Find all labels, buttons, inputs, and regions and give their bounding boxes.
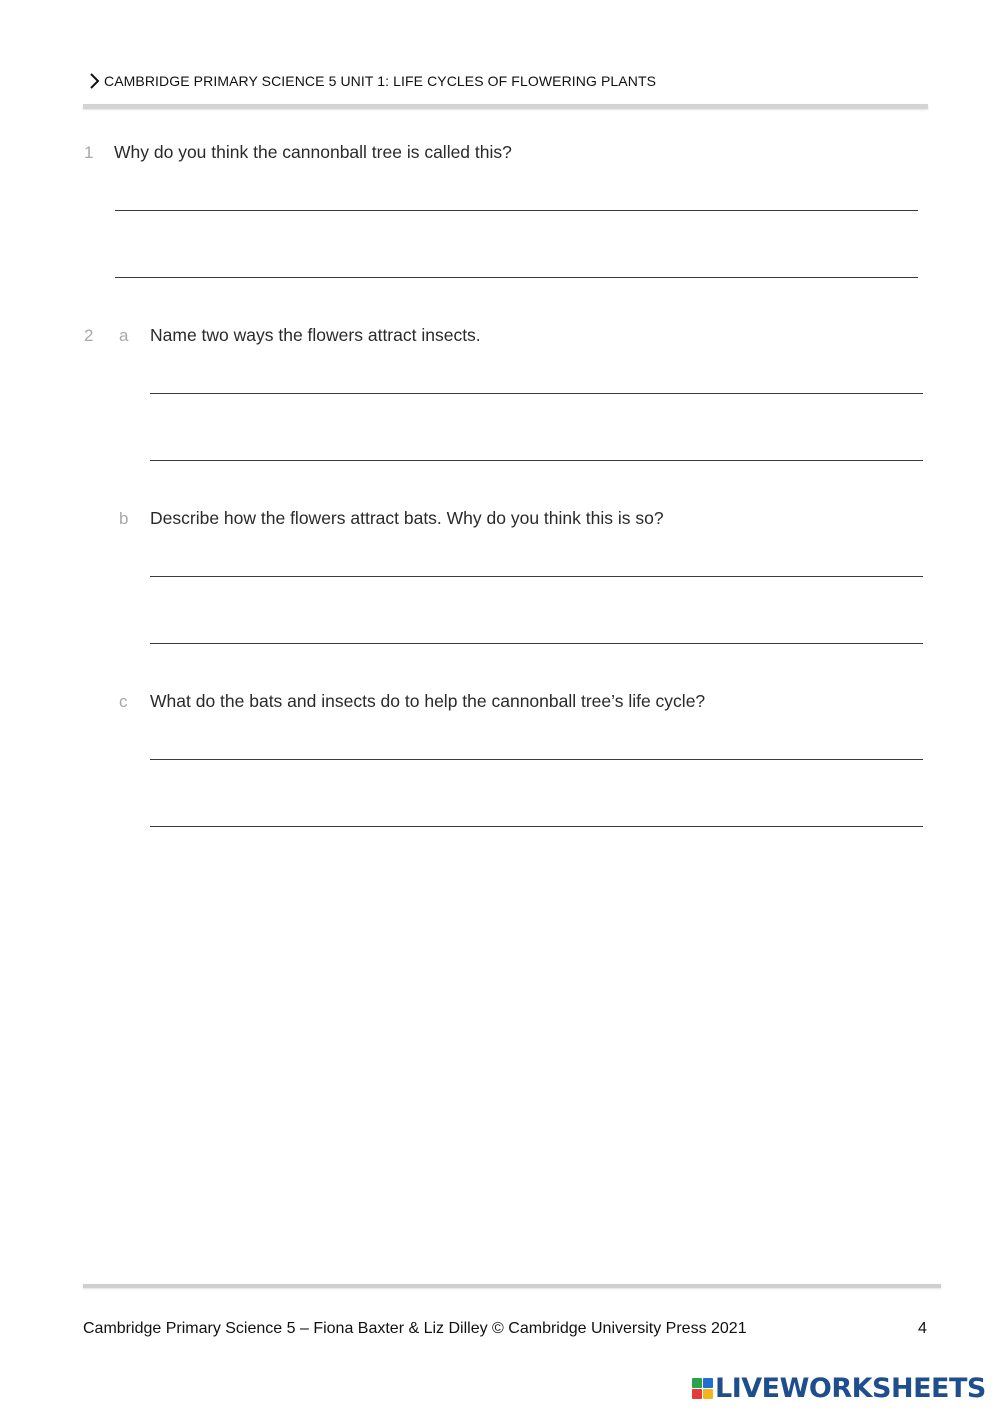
- question-2a-text: Name two ways the flowers attract insects.: [150, 325, 481, 345]
- liveworksheets-brand: [692, 1373, 986, 1404]
- answer-line-2c-1[interactable]: [150, 759, 923, 760]
- question-2b-text: Describe how the flowers attract bats. Why do you think this is so?: [150, 508, 664, 528]
- brand-name: LIVEWORKSHEETS: [715, 1373, 986, 1404]
- answer-line-2b-1[interactable]: [150, 576, 923, 577]
- footer-credit: Cambridge Primary Science 5 – Fiona Baxter & Liz Dilley © Cambridge University Press 2021: [83, 1320, 747, 1337]
- logo-square-1: [692, 1378, 702, 1388]
- header-divider: [83, 104, 928, 109]
- answer-line-2a-2[interactable]: [150, 460, 923, 461]
- question-2c-text: What do the bats and insects do to help the cannonball tree’s life cycle?: [150, 691, 706, 711]
- question-2-number: 2: [84, 326, 94, 345]
- question-2c-letter: c: [119, 692, 128, 711]
- question-1-number: 1: [84, 143, 94, 162]
- answer-line-2b-2[interactable]: [150, 643, 923, 644]
- page-header: [88, 72, 656, 90]
- answer-line-1-1[interactable]: [115, 210, 918, 211]
- header-title: CAMBRIDGE PRIMARY SCIENCE 5 UNIT 1: LIFE CYCLES OF FLOWERING PLANTS: [104, 73, 657, 89]
- logo-square-3: [692, 1389, 702, 1399]
- logo-square-2: [703, 1378, 713, 1388]
- logo-square-4: [703, 1389, 713, 1399]
- question-1-text: Why do you think the cannonball tree is called this?: [114, 142, 512, 162]
- answer-line-2c-2[interactable]: [150, 826, 923, 827]
- page-number: 4: [918, 1320, 927, 1337]
- answer-line-2a-1[interactable]: [150, 393, 923, 394]
- answer-line-1-2[interactable]: [115, 277, 918, 278]
- question-2a-letter: a: [119, 326, 129, 345]
- chevron-right-icon: [88, 72, 100, 90]
- footer-divider: [83, 1284, 941, 1288]
- question-2b-letter: b: [119, 509, 129, 528]
- liveworksheets-logo-icon: [692, 1378, 713, 1399]
